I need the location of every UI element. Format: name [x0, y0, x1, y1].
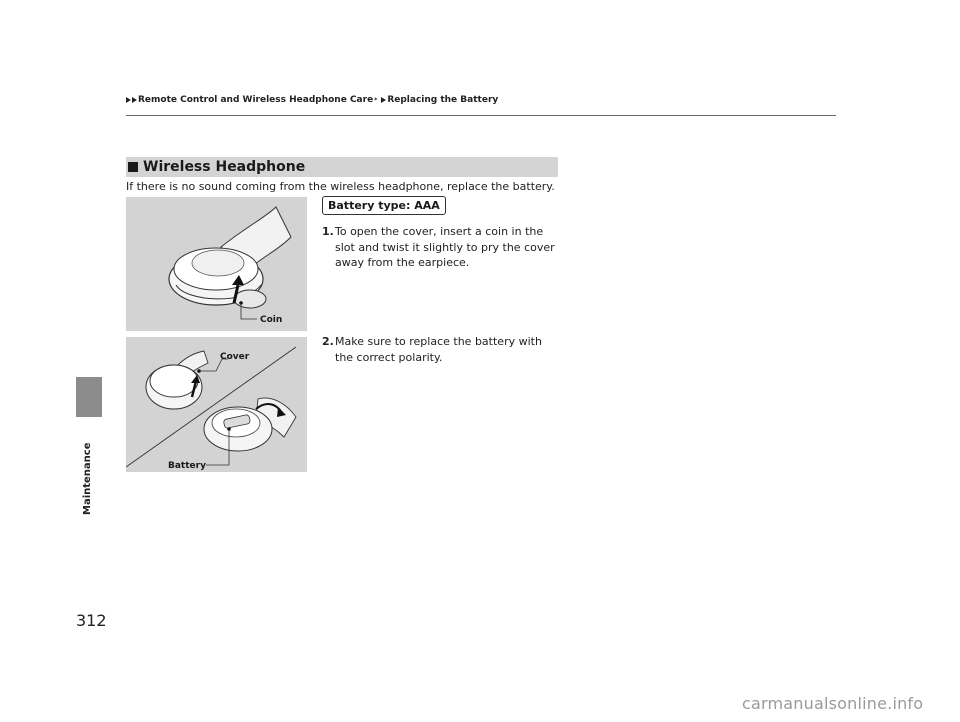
coin-callout: Coin — [260, 315, 283, 325]
watermark-text: carmanualsonline.info — [742, 694, 924, 713]
breadcrumb-arrow-icon — [126, 97, 131, 103]
breadcrumb-section[interactable]: Remote Control and Wireless Headphone Care — [138, 95, 374, 105]
chapter-label: Maintenance — [82, 442, 93, 515]
step-text: Make sure to replace the battery with the correct polarity. — [335, 335, 542, 364]
breadcrumb-arrow-icon — [381, 97, 386, 103]
battery-illustration — [126, 337, 307, 472]
section-square-icon — [128, 162, 138, 172]
header-rule — [126, 115, 836, 116]
section-header — [126, 157, 558, 177]
step-1 — [322, 224, 562, 271]
battery-type-badge: Battery type: AAA — [322, 196, 446, 215]
breadcrumb — [126, 95, 498, 105]
cover-callout: Cover — [220, 352, 250, 362]
breadcrumb-arrow-icon — [132, 97, 137, 103]
battery-callout: Battery — [168, 461, 206, 471]
step-number: 2. — [322, 335, 334, 348]
breadcrumb-topic[interactable]: Replacing the Battery — [387, 95, 499, 105]
chapter-tab — [76, 377, 102, 417]
step-number: 1. — [322, 225, 334, 238]
step-2 — [322, 334, 562, 365]
step-text: To open the cover, insert a coin in the slot and twist it slightly to pry the cover away from the earpiece. — [335, 225, 555, 269]
earpiece-coin-drawing — [126, 197, 307, 331]
section-title: Wireless Headphone — [143, 159, 306, 175]
asterisk-note: * — [374, 96, 378, 104]
page-number: 312 — [76, 611, 107, 630]
intro-text: If there is no sound coming from the wireless headphone, replace the battery. — [126, 180, 555, 193]
coin-illustration — [126, 197, 307, 331]
cover-battery-drawing — [126, 337, 307, 472]
